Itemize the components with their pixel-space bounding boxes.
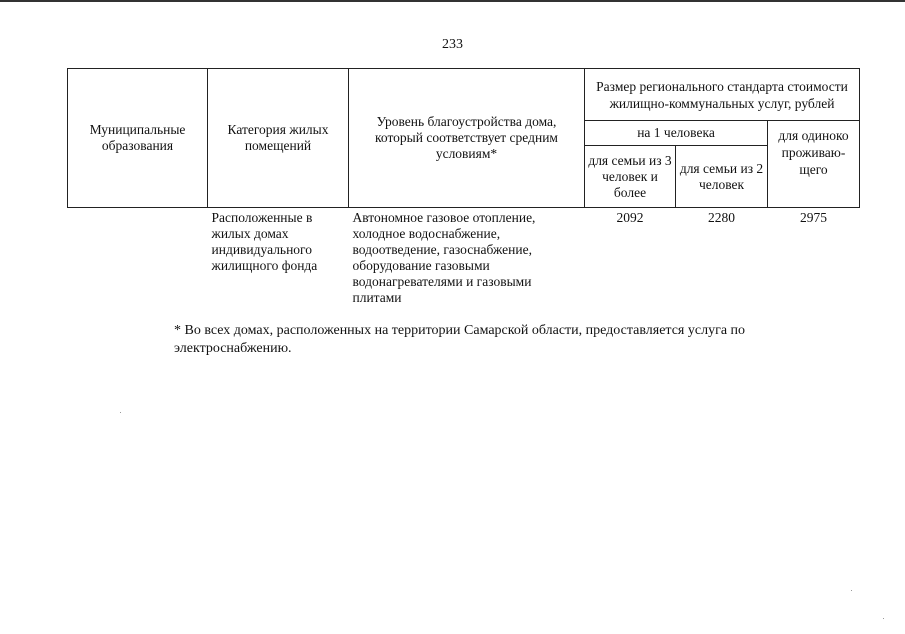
header-category: Категория жилых помещений	[208, 69, 349, 208]
scan-speck	[883, 618, 884, 619]
footnote: * Во всех домах, расположенных на территории Самарской области, предоставляется услуга по электроснабжению.	[174, 323, 746, 356]
cell-family-3: 2092	[616, 210, 644, 225]
cell-municipal	[68, 208, 208, 307]
page-top-border	[0, 0, 905, 2]
housing-standard-table	[67, 68, 860, 306]
scan-speck	[851, 590, 852, 591]
cell-level: Автономное газовое отопление, холодное водоснабжение, водоотведение, газоснабжение, оборудование газовыми водонагревателями и газовыми плитами	[352, 210, 536, 305]
header-single: для одиноко проживаю-щего	[768, 121, 860, 208]
header-level: Уровень благоустройства дома, который соответствует средним условиям*	[349, 69, 585, 208]
table-row	[68, 208, 860, 307]
header-family-2: для семьи из 2 человек	[676, 146, 768, 208]
header-municipal: Муниципальные образования	[68, 69, 208, 208]
page-number: 233	[442, 37, 463, 52]
header-per-person: на 1 человека	[585, 121, 768, 146]
cell-family-2: 2280	[708, 210, 735, 225]
scan-speck	[120, 412, 121, 413]
header-standard-size: Размер регионального стандарта стоимости жилищно-коммунальных услуг, рублей	[585, 69, 860, 121]
cell-single: 2975	[800, 210, 827, 225]
cell-category: Расположенные в жилых домах индивидуального жилищного фонда	[211, 210, 318, 273]
header-family-3: для семьи из 3 человек и более	[585, 146, 676, 208]
